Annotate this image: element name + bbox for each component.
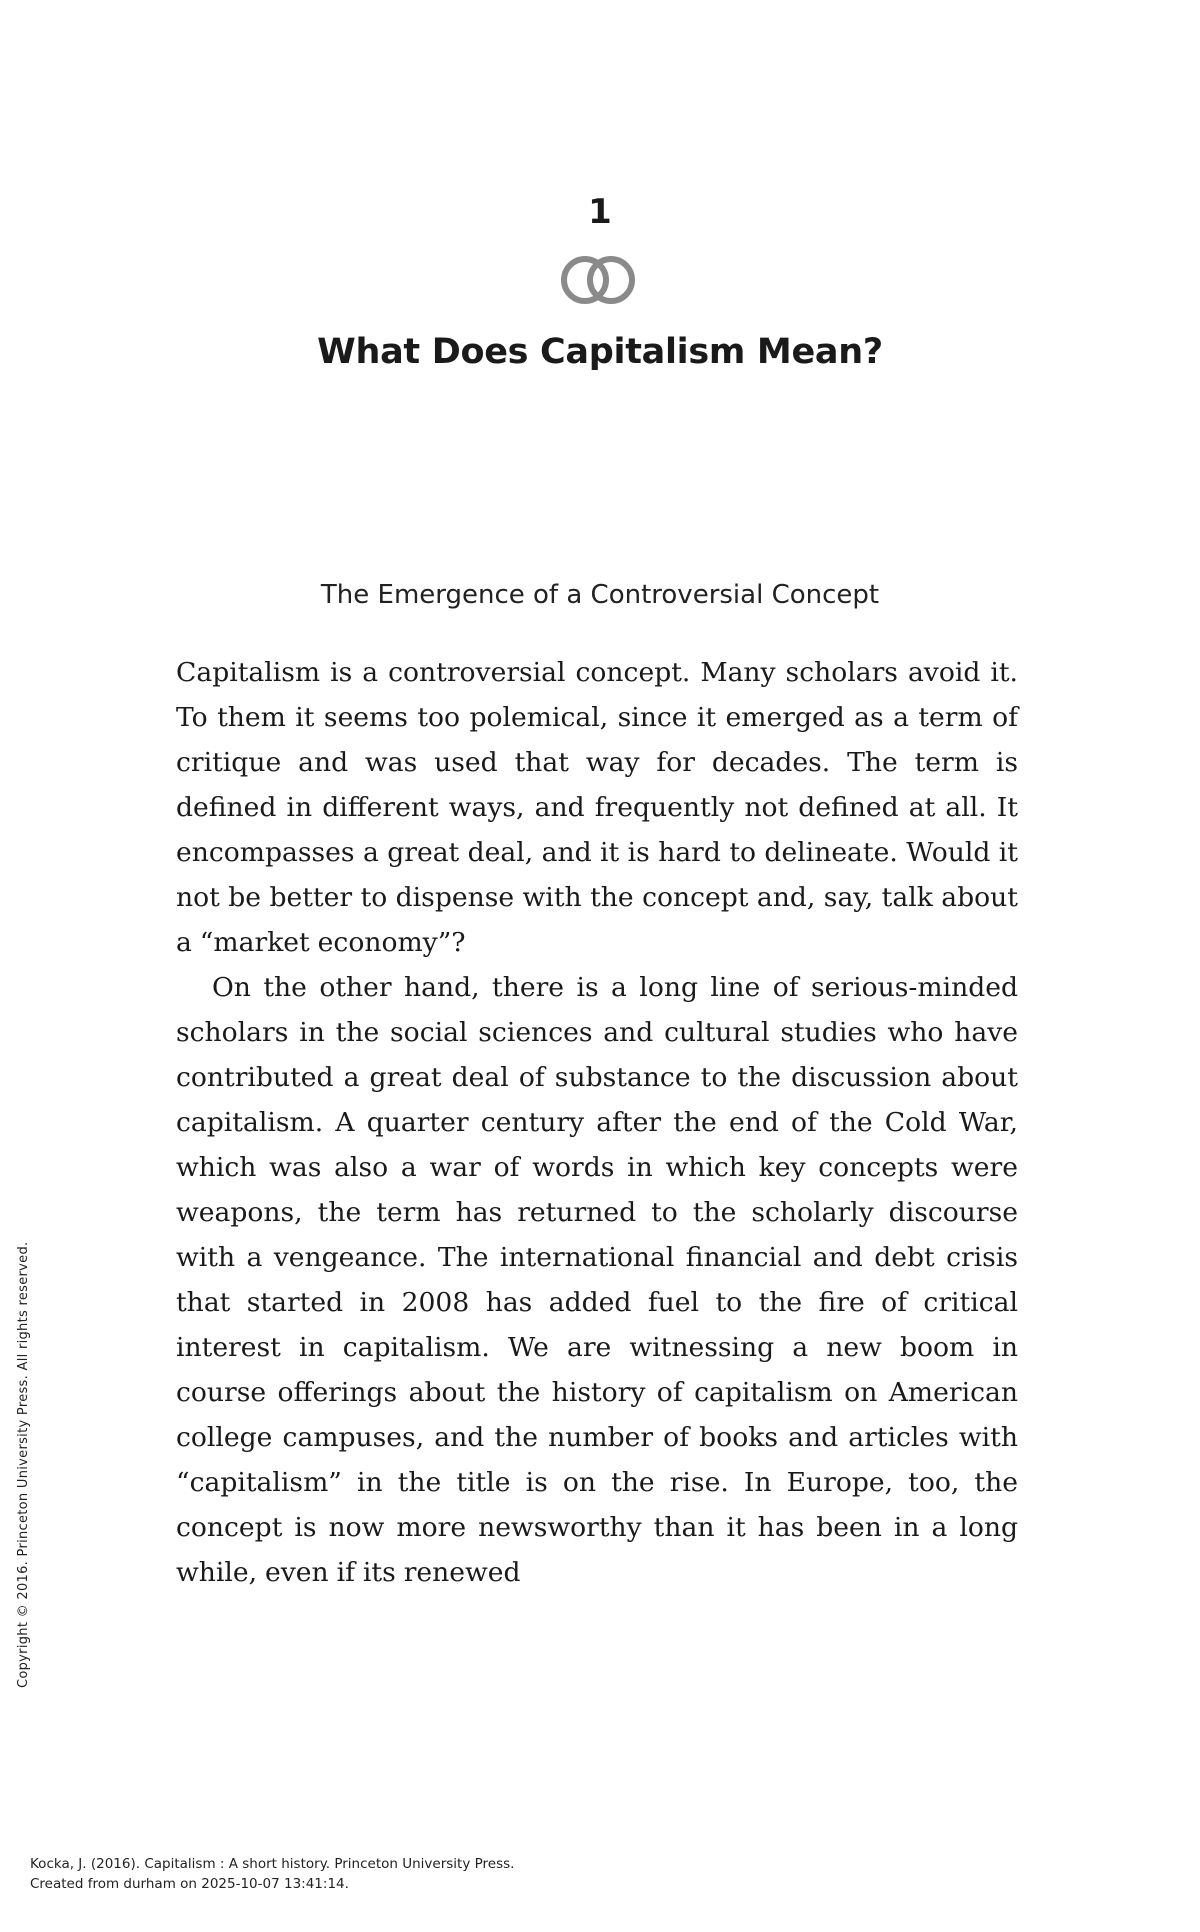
body-text [176,650,1018,1595]
chapter-title: What Does Capitalism Mean? [317,332,883,372]
created-line: Created from durham on 2025-10-07 13:41:14. [30,1876,349,1892]
paragraph-1: Capitalism is a controversial concept. Many scholars avoid it. To them it seems too polemical, since it emerged as a term of critique and was used that way for decades. The term is defined in different ways, and frequently not defined at all. It encompasses a great deal, and it is hard to delineate. Would it not be better to dispense with the concept and, say, talk about a “market economy”? [176,657,1018,958]
section-heading: The Emergence of a Controversial Concept [320,580,880,610]
footer-citation [30,1854,514,1894]
interlocking-rings-icon [556,252,640,308]
copyright-notice: Copyright © 2016. Princeton University Press. All rights reserved. [16,1241,31,1688]
citation-line: Kocka, J. (2016). Capitalism : A short history. Princeton University Press. [30,1856,515,1872]
paragraph-2: On the other hand, there is a long line of serious-minded scholars in the social sciences and cultural studies who have contributed a great deal of substance to the discussion about capitalism. A quarter century after the end of the Cold War, which was also a war of words in which key concepts were weapons, the term has returned to the scholarly discourse with a vengeance. The international financial and debt crisis that started in 2008 has added fuel to the fire of critical interest in capitalism. We are witnessing a new boom in course offerings about the history of capitalism on American college campuses, and the number of books and articles with “capitalism” in the title is on the rise. In Europe, too, the concept is now more newsworthy than it has been in a long while, even if its renewed [176,972,1018,1588]
chapter-number: 1 [588,192,612,232]
